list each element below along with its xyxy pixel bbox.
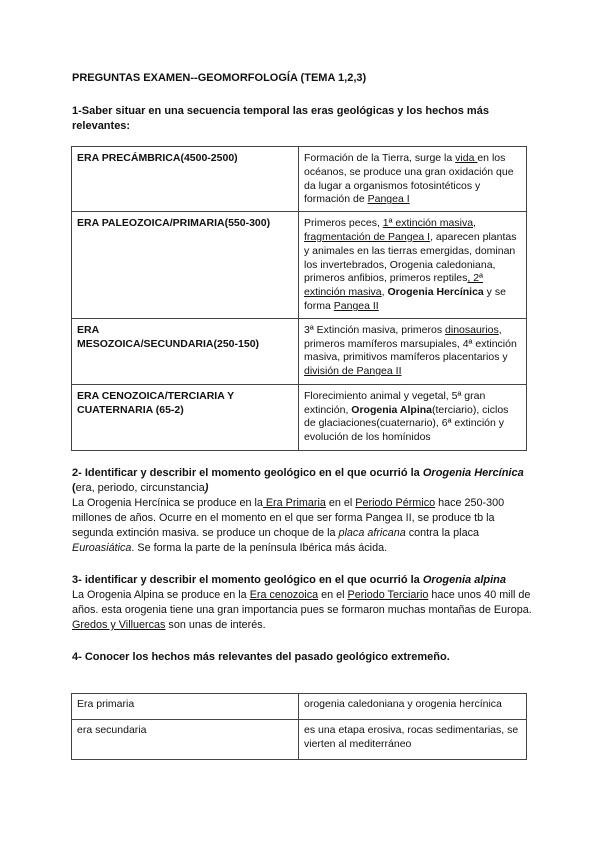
era-cell: Era primaria	[72, 694, 299, 720]
table-row	[72, 147, 527, 212]
question-3-answer: La Orogenia Alpina se produce en la Era cenozoica en el Periodo Terciario hace unos 40 mill de años. esta orogenia tiene una gran importancia pues se formaron muchas montañas de Europa. Gredos y Villuercas son unas de interés.	[72, 589, 532, 631]
question-2-answer: La Orogenia Hercínica se produce en la Era Primaria en el Periodo Pérmico hace 250-300 millones de años. Ocurre en el momento en el que ser forma Pangea II, se produce tb la segunda extinción masiva. se produce un choque de la placa africana contra la placa Euroasiática. Se forma la parte de la península Ibérica más ácida.	[72, 497, 505, 554]
document-title: PREGUNTAS EXAMEN--GEOMORFOLOGÍA (TEMA 1,2,3)	[72, 72, 367, 84]
facts-cell: orogenia caledoniana y orogenia hercínica	[299, 694, 527, 720]
facts-cell: Primeros peces, 1ª extinción masiva, fragmentación de Pangea I, aparecen plantas y animales en las tierras emergidas, dominan los invertebrados, Orogenia caledoniana, primeros anfibios, primeros reptiles, 2ª extinción masiva, Orogenia Hercínica y se forma Pangea II	[299, 212, 527, 319]
era-cell: ERA CENOZOICA/TERCIARIA Y CUATERNARIA (65-2)	[72, 384, 299, 450]
facts-cell: es una etapa erosiva, rocas sedimentarias, se vierten al mediterráneo	[299, 720, 527, 760]
table-row	[72, 720, 527, 760]
era-cell: ERA PRECÁMBRICA(4500-2500)	[72, 147, 299, 212]
question-1-heading: 1-Saber situar en una secuencia temporal las eras geológicas y los hechos más relevantes:	[72, 105, 489, 132]
era-cell: ERA MESOZOICA/SECUNDARIA(250-150)	[72, 318, 299, 384]
facts-cell: Florecimiento animal y vegetal, 5ª gran extinción, Orogenia Alpina(terciario), ciclos de glaciaciones(cuaternario), 6ª extinción y evolución de los homínidos	[299, 384, 527, 450]
question-2-heading: 2- Identificar y describir el momento geológico en el que ocurrió la Orogenia Hercínica (era, periodo, circunstancia)	[72, 467, 524, 494]
era-cell: ERA PALEOZOICA/PRIMARIA(550-300)	[72, 212, 299, 319]
table-row	[72, 318, 527, 384]
table-row	[72, 694, 527, 720]
table-row	[72, 212, 527, 319]
era-cell: era secundaria	[72, 720, 299, 760]
facts-cell: 3ª Extinción masiva, primeros dinosaurios, primeros mamíferos marsupiales, 4ª extinción masiva, primitivos mamíferos placentarios y división de Pangea II	[299, 318, 527, 384]
facts-cell: Formación de la Tierra, surge la vida en los océanos, se produce una gran oxidación que da lugar a organismos fotosintéticos y formación de Pangea I	[299, 147, 527, 212]
eras-table	[71, 146, 527, 451]
extremadura-table	[71, 693, 527, 760]
question-3-heading: 3- identificar y describir el momento geológico en el que ocurrió la Orogenia alpina	[72, 574, 506, 586]
question-4-heading: 4- Conocer los hechos más relevantes del pasado geológico extremeño.	[72, 651, 450, 663]
table-row	[72, 384, 527, 450]
